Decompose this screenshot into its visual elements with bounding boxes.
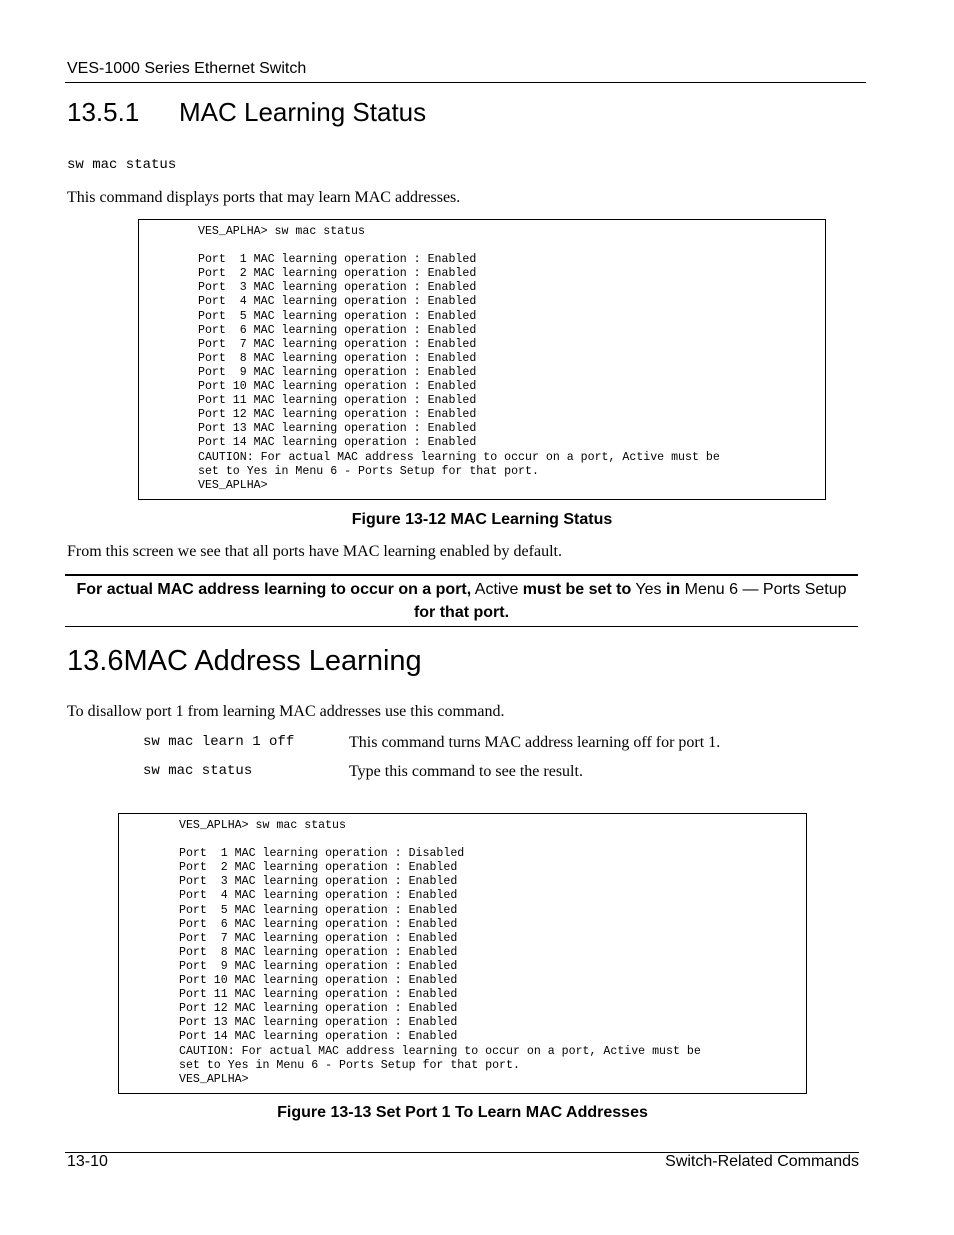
terminal-line: Port 10 MAC learning operation : Enabled <box>179 974 458 988</box>
paragraph-disallow: To disallow port 1 from learning MAC addresses use this command. <box>67 703 505 720</box>
terminal-line: Port 11 MAC learning operation : Enabled <box>179 988 458 1002</box>
terminal-line: VES_APLHA> <box>179 1072 249 1086</box>
section-heading-13-5-1 <box>67 97 426 128</box>
figure-caption-13-13: Figure 13-13 Set Port 1 To Learn MAC Addresses <box>277 1104 648 1121</box>
terminal-line: set to Yes in Menu 6 - Ports Setup for that port. <box>179 1058 520 1072</box>
terminal-line: Port 10 MAC learning operation : Enabled <box>198 380 477 394</box>
terminal-line: Port 11 MAC learning operation : Enabled <box>198 394 477 408</box>
terminal-line: CAUTION: For actual MAC address learning to occur on a port, Active must be <box>179 1044 701 1058</box>
note-part-7: for that port. <box>413 604 510 621</box>
terminal-line: Port 7 MAC learning operation : Enabled <box>179 931 458 945</box>
terminal-line: Port 5 MAC learning operation : Enabled <box>179 903 458 917</box>
terminal-line: Port 14 MAC learning operation : Enabled <box>198 436 477 450</box>
command-syntax: sw mac status <box>67 157 177 173</box>
terminal-line: Port 9 MAC learning operation : Enabled <box>198 365 477 379</box>
terminal-line: Port 3 MAC learning operation : Enabled <box>198 281 477 295</box>
note-part-6: Menu 6 — Ports Setup <box>684 581 847 598</box>
section-heading-13-6: 13.6MAC Address Learning <box>67 645 422 677</box>
note-part-4: Yes <box>635 581 662 598</box>
terminal-line: Port 13 MAC learning operation : Enabled <box>179 1016 458 1030</box>
footer-page-number: 13-10 <box>67 1153 108 1170</box>
terminal-line <box>198 239 825 253</box>
section-number: 13.5.1 <box>67 97 140 127</box>
section-title: MAC Learning Status <box>179 97 427 127</box>
terminal-line: Port 12 MAC learning operation : Enabled <box>198 408 477 422</box>
terminal-line: VES_APLHA> sw mac status <box>198 225 365 238</box>
command-learn-off: sw mac learn 1 off <box>143 734 295 750</box>
footer-chapter-title: Switch-Related Commands <box>665 1153 859 1170</box>
note-box <box>65 578 858 624</box>
terminal-line: set to Yes in Menu 6 - Ports Setup for that port. <box>198 464 539 478</box>
paragraph-default-enabled: From this screen we see that all ports have MAC learning enabled by default. <box>67 543 562 560</box>
terminal-line: Port 12 MAC learning operation : Enabled <box>179 1002 458 1016</box>
terminal-line: Port 1 MAC learning operation : Disabled <box>179 847 465 861</box>
terminal-line: Port 2 MAC learning operation : Enabled <box>198 267 477 281</box>
note-part-1: For actual MAC address learning to occur on a port, <box>76 581 472 598</box>
terminal-line: Port 1 MAC learning operation : Enabled <box>198 253 477 267</box>
terminal-line: Port 4 MAC learning operation : Enabled <box>198 295 477 309</box>
note-rule-top <box>65 574 858 576</box>
note-part-5: in <box>665 581 681 598</box>
figure-caption-13-12: Figure 13-12 MAC Learning Status <box>351 511 613 528</box>
command-mac-status-description: Type this command to see the result. <box>349 763 583 780</box>
terminal-line: Port 3 MAC learning operation : Enabled <box>179 875 458 889</box>
terminal-line: Port 9 MAC learning operation : Enabled <box>179 959 458 973</box>
terminal-line <box>179 833 806 847</box>
terminal-line: VES_APLHA> sw mac status <box>179 819 346 832</box>
terminal-line: Port 8 MAC learning operation : Enabled <box>179 945 458 959</box>
paragraph-command-description: This command displays ports that may learn MAC addresses. <box>67 189 461 206</box>
note-rule-bottom <box>65 626 858 627</box>
terminal-line: Port 5 MAC learning operation : Enabled <box>198 309 477 323</box>
terminal-line: CAUTION: For actual MAC address learning to occur on a port, Active must be <box>198 450 720 464</box>
command-learn-off-description: This command turns MAC address learning off for port 1. <box>349 734 721 751</box>
terminal-line: Port 8 MAC learning operation : Enabled <box>198 351 477 365</box>
note-part-3: must be set to <box>522 581 632 598</box>
terminal-line: Port 6 MAC learning operation : Enabled <box>179 917 458 931</box>
terminal-line: Port 4 MAC learning operation : Enabled <box>179 889 458 903</box>
command-mac-status: sw mac status <box>143 763 253 779</box>
header-rule <box>65 82 866 83</box>
running-header: VES-1000 Series Ethernet Switch <box>67 60 307 77</box>
terminal-screen-2 <box>118 813 807 1094</box>
terminal-line: VES_APLHA> <box>198 478 268 492</box>
terminal-line: Port 7 MAC learning operation : Enabled <box>198 337 477 351</box>
note-part-2: Active <box>474 581 519 598</box>
terminal-line: Port 6 MAC learning operation : Enabled <box>198 323 477 337</box>
terminal-line: Port 2 MAC learning operation : Enabled <box>179 861 458 875</box>
terminal-line: Port 14 MAC learning operation : Enabled <box>179 1030 458 1044</box>
terminal-line: Port 13 MAC learning operation : Enabled <box>198 422 477 436</box>
terminal-screen-1 <box>138 219 826 500</box>
